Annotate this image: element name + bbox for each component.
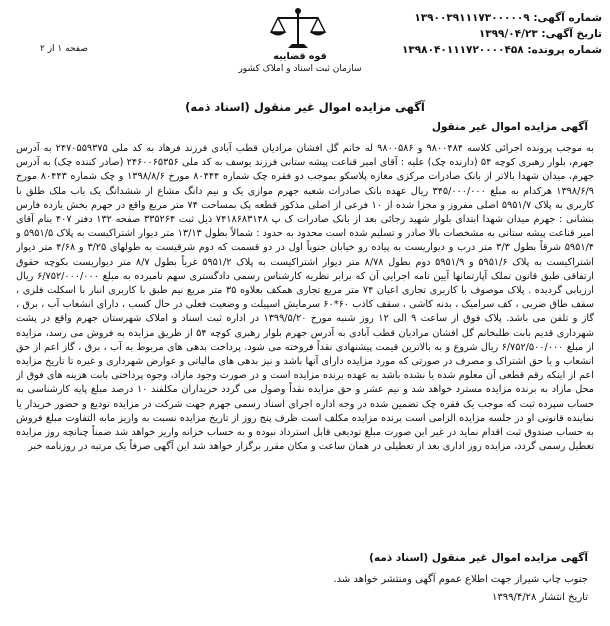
- page-header: [0, 0, 610, 88]
- org-line-1: قوه قضاییه: [273, 51, 327, 62]
- judiciary-emblem-icon: [266, 6, 330, 52]
- footer-title: آگهی مزایده اموال غیر منقول (اسناد ذمه): [369, 552, 588, 564]
- case-number: شماره پرونده: ۱۳۹۸۰۴۰۱۱۱۷۲۰۰۰۰۴۵۸: [401, 44, 602, 56]
- footer-publication-date: تاریخ انتشار ۱۳۹۹/۴/۲۸: [492, 592, 588, 603]
- notice-body: به موجب پرونده اجرائی کلاسه ۹۸۰۰۴۸۴ و ۹۸۰۰۵۸۶ له خانم گل افشان مرادیان قطب آبادی فرزند فرهاد به کد ملی ۲۴۷۰۵۵۹۳۷۵ به آدرس جهرم، بلوار رهبری کوچه ۵۴ (دارنده چک) علیه : آقای امیر قناعت پیشه ستانی فرزند یوسف به کد ملی ۲۴۶۰۰۶۵۳۵۶ (صادر کننده چک) به آدرس جهرم، میدان شهدا بالاتر از بانک صادرات مرکزی مغازه پلاسکو بموجب دو فقره چک شماره ۸۰۴۴۴ مورخ ۱۳۹۸/۸/۶ و چک شماره ۸۰۴۴۳ مورخ ۱۳۹۸/۶/۹ هرکدام به مبلغ ۳۴۵/۰۰۰/۰۰۰ ریال عهده بانک صادرات شعبه جهرم موازی یک و نیم دانگ مشاع از ششدانگ یک باب ملک طلق با کاربری به پلاک ۵۹۵۱/۷ اصلی مفروز و مجزا شده از ۱۰ فرعی از اصلی مذکور قطعه یک بمساحت ۷۴ متر مربع واقع در جهرم بخش یازده فارس بنشانی : جهرم میدان شهدا ابتدای بلوار شهید رجائی بعد از بانک صادرات ک پ ۷۴۱۸۶۸۳۱۴۸ ذیل ثبت ۳۳۵۲۶۴ صفحه ۱۳۲ دفتر ۴۰۷ بنام آقای امیر قناعت پیشه ستانی به مشخصات بالا صادر و تسلیم شده است محدود به حدود : شمالاً بطول ۱۳/۱۳ متر دیوار اشتراکیست به پلاک ۵۹۵۱/۵ و ۵۹۵۱/۴ شرقاً بطول ۳/۳ متر درب و دیواریست به پیاده رو خیابان جنوباً اول در دو قسمت که دوم شرقیست به طولهای ۳/۲۵ و ۴/۶۸ متر دیوار اشتراکیست به پلاک ۵۹۵۱/۶ و ۵۹۵۱/۹ دوم بطول ۸/۷۸ متر دیوار اشتراکیست به پلاک ۵۹۵۱/۲ غرباً بطول ۸/۷ متر دیواریست بکوچه حقوق ارتفاقی طبق قانون تملک آپارتمانها آیین نامه اجرایی آن که برابر نظریه کارشناس رسمی دادگستری سهم نامبرده به مبلغ ۶/۷۵۲/۰۰۰/۰۰۰ ریال ارزیابی گردیده . پلاک موصوف با کاربری تجاری اعیان ۷۴ متر مربع تجاری همکف بعلاوه ۳۵ متر مربع نیم طبق با کاربری انبار با اسکلت فلزی ، سقف طاق ضربی ، کف سرامیک ، بدنه کاشی ، سقف کاذب ۶۰*۶۰ سرمایش اسپیلت و وضعیت فعلی در حال کسب ، دارای انشعاب آب ، برق ، گاز و تلفن می باشد. پلاک فوق از ساعت ۹ الی ۱۲ روز شنبه مورخ ۱۳۹۹/۵/۲۰ در اداره ثبت اسناد و املاک شهرستان جهرم واقع در پشت شهرداری قدیم بابت طلبخانم گل افشان مرادیان قطب آبادی به آدرس جهرم بلوار رهبری کوچه ۵۴ از طریق مزایده به فروش می رسد، مزایده از مبلغ ۶/۷۵۲/۵۰۰/۰۰۰ ریال شروع و به بالاترین قیمت پیشنهادی نقداً فروخته می شود. پرداخت بدهی های مربوط به آب ، برق ، گاز اعم از حق انشعاب و یا حق اشتراک و مصرف در صورتی که مورد مزایده دارای آنها باشد و نیز بدهی های مالیاتی و عوارض شهرداری و غیره تا تاریخ مزایده اعم از اینکه رقم قطعی آن معلوم شده یا نشده باشد به عهده برنده مزایده است و در صورت وجود مازاد، وجوه پرداختی بابت هزینه های فوق از محل مازاد به برنده مزایده مسترد خواهد شد و نیم عشر و حق مزایده نقداً وصول می گردد خریداران مکلفند ۱۰ درصد مبلغ پایه کارشناسی به حساب سپرده ثبت که موجب یک فقره چک تضمین شده در وجه اداره اجرای اسناد رسمی جهرم جهت شرکت در مزایده تودیع و حضور خریدار یا نماینده قانونی او در جلسه مزایده الزامی است برنده مزایده مکلف است ظرف پنج روز از تاریخ مزایده نسبت به واریز مابه التفاوت مبلغ فروش به حساب صندوق ثبت اقدام نماید در غیر این صورت مبلغ تودیعی قابل استرداد نبوده و به حساب خزانه واریز خواهد شد ضمناً چنانچه روز مزایده تعطیل رسمی گردد، مزایده روز اداری بعد از تعطیلی در همان ساعت و مکان مقرر برگزار خواهد شد این آگهی صرفاً یک مرتبه در روزنامه خبر: [16, 143, 594, 453]
- org-line-2: سازمان ثبت اسناد و املاک کشور: [238, 64, 362, 74]
- notice-number: شماره آگهی: ۱۳۹۰۰۳۹۱۱۱۷۳۰۰۰۰۰۹: [414, 12, 602, 24]
- notice-date: تاریخ آگهی: ۱۳۹۹/۰۴/۲۳: [478, 28, 602, 40]
- organization-name: [210, 50, 390, 76]
- notice-title: آگهی مزایده اموال غیر منقول (اسناد ذمه): [185, 100, 425, 114]
- footer-publication-note: جنوب چاپ شیراز جهت اطلاع عموم آگهی ومنتشر خواهد شد.: [333, 574, 588, 585]
- notice-subtitle: آگهی مزایده اموال غیر منقول: [431, 121, 588, 133]
- notice-meta: [401, 10, 602, 58]
- page-number: صفحه ۱ از ۲: [40, 44, 88, 54]
